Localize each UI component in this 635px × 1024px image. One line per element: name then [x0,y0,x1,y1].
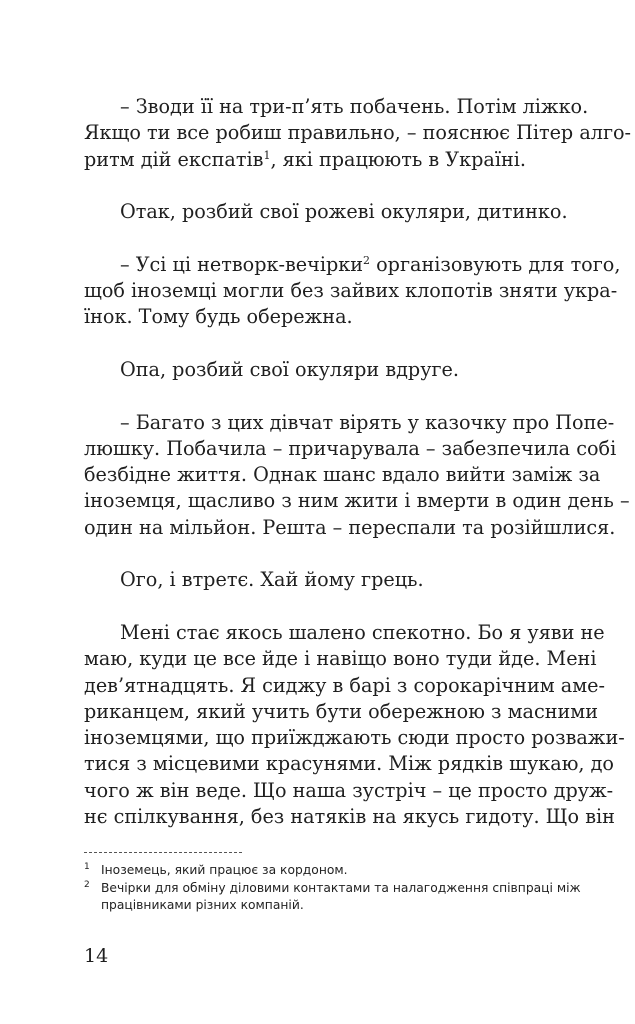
footnote-ref-2[interactable]: 2 [363,253,371,267]
text-segment: ритм дій експатів [84,147,264,171]
text-line: іноземця, щасливо з ним жити і вмерти в один день – [84,489,630,513]
footnote-number: 1 [84,862,90,872]
text-line: маю, куди це все йде і навіщо воно туди йде. Мені [84,647,597,671]
text-line: нє спілкування, без натяків на якусь гидоту. Що він [84,805,615,829]
paragraph-4: Опа, розбий свої окуляри вдруге. [120,357,460,381]
text-line [84,252,621,278]
main-text [84,94,632,830]
footnote-2 [84,880,584,914]
text-line: щоб іноземці могли без зайвих клопотів зняти укра- [84,279,618,303]
page-number: 14 [84,945,109,967]
footnote-number: 2 [84,880,90,890]
text-segment: , які працюють в Україні. [270,147,527,171]
text-segment: – Усі ці нетворк-вечірки [120,252,364,276]
footnote-1 [84,862,584,879]
text-line: їнок. Тому будь обережна. [84,305,353,329]
text-line: дев’ятнадцять. Я сиджу в барі з сорокарічним аме- [84,673,605,697]
text-segment: організовують для того, [370,252,621,276]
paragraph-3 [84,252,621,331]
footnote-text: Іноземець, який працює за кордоном. [101,863,348,877]
text-line: люшку. Побачила – причарувала – забезпечила собі [84,436,617,460]
text-line: безбідне життя. Однак шанс вдало вийти заміж за [84,463,601,487]
footnote-text: Вечірки для обміну діловими контактами та налагодження співпраці між [101,881,581,895]
text-line: Якщо ти все робиш правильно, – пояснює Пітер алго- [84,121,632,145]
footnote-ref-1[interactable]: 1 [263,148,271,162]
footnotes [84,862,584,915]
footnote-separator [84,852,242,853]
paragraph-2: Отак, розбий свої рожеві окуляри, дитинко. [120,200,568,224]
paragraph-5 [84,410,630,541]
text-line: тися з місцевими красунями. Між рядків шукаю, до [84,752,614,776]
footnote-text: працівниками різних компаній. [101,898,304,912]
text-line: Мені стає якось шалено спекотно. Бо я уяви не [120,620,605,644]
text-line: чого ж він веде. Що наша зустріч – це просто друж- [84,778,614,802]
text-line [84,147,581,173]
text-line: – Багато з цих дівчат вірять у казочку про Попе- [120,410,615,434]
text-line: риканцем, який учить бути обережною з масними [84,699,599,723]
text-line: один на мільйон. Решта – переспали та розійшлися. [84,515,616,539]
paragraph-6: Ого, і втретє. Хай йому грець. [120,568,424,592]
text-line: іноземцями, що приїжджають сюди просто розважи- [84,726,625,750]
text-line: – Зводи її на три-п’ять побачень. Потім ліжко. [120,95,589,118]
paragraph-7 [84,620,625,830]
paragraph-1 [84,94,632,173]
